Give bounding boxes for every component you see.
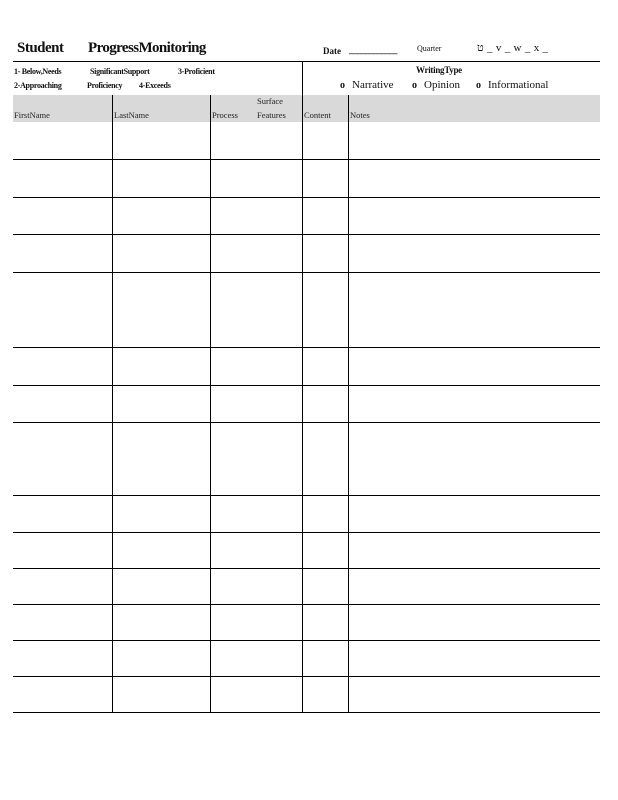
column-last-name: LastName: [114, 110, 149, 120]
title-student: Student: [17, 40, 64, 56]
legend-proficient: 3-Proficient: [178, 67, 215, 76]
writing-type-label: WritingType: [416, 65, 462, 75]
date-label: Date: [323, 46, 341, 56]
column-notes: Notes: [350, 110, 370, 120]
table-row-divider: [13, 159, 600, 160]
table-row-divider: [13, 676, 600, 677]
column-surface-features-line1: Surface: [257, 96, 283, 106]
legend-proficiency: Proficiency: [87, 81, 123, 90]
option-label: Informational: [488, 79, 549, 91]
legend-exceeds: 4-Exceeds: [139, 81, 171, 90]
table-column-divider: [112, 95, 113, 712]
legend-below-needs: 1- Below,Needs: [14, 67, 62, 76]
checkbox-icon: o: [340, 80, 345, 91]
table-row-divider: [13, 712, 600, 713]
date-field[interactable]: ____________: [349, 45, 397, 55]
title-progress-monitoring: ProgressMonitoring: [88, 40, 206, 56]
table-row-divider: [13, 272, 600, 273]
option-label: Opinion: [424, 79, 461, 91]
writing-type-opinion[interactable]: [412, 79, 460, 91]
table-row-divider: [13, 532, 600, 533]
table-row-divider: [13, 495, 600, 496]
checkbox-icon: o: [476, 80, 481, 91]
legend-significant-support: SignificantSupport: [90, 67, 150, 76]
column-first-name: FirstName: [14, 110, 50, 120]
option-label: Narrative: [352, 79, 394, 91]
column-process: Process: [212, 110, 238, 120]
table-row-divider: [13, 347, 600, 348]
quarter-label: Quarter: [417, 44, 442, 53]
table-row-divider: [13, 568, 600, 569]
table-row-divider: [13, 385, 600, 386]
table-row-divider: [13, 234, 600, 235]
column-surface-features-line2: Features: [257, 110, 286, 120]
table-row-divider: [13, 422, 600, 423]
table-row-divider: [13, 197, 600, 198]
table-column-divider: [302, 95, 303, 712]
table-row-divider: [13, 604, 600, 605]
legend-divider: [302, 61, 303, 95]
checkbox-icon: o: [412, 80, 417, 91]
quarter-options[interactable]: ט _ v _ w _ x _: [477, 42, 549, 54]
top-rule: [13, 61, 600, 62]
column-content: Content: [304, 110, 331, 120]
legend-approaching: 2-Approaching: [14, 81, 62, 90]
table-column-divider: [210, 95, 211, 712]
writing-type-informational[interactable]: [476, 79, 548, 91]
table-row-divider: [13, 640, 600, 641]
writing-type-narrative[interactable]: [340, 79, 394, 91]
table-column-divider: [348, 95, 349, 712]
